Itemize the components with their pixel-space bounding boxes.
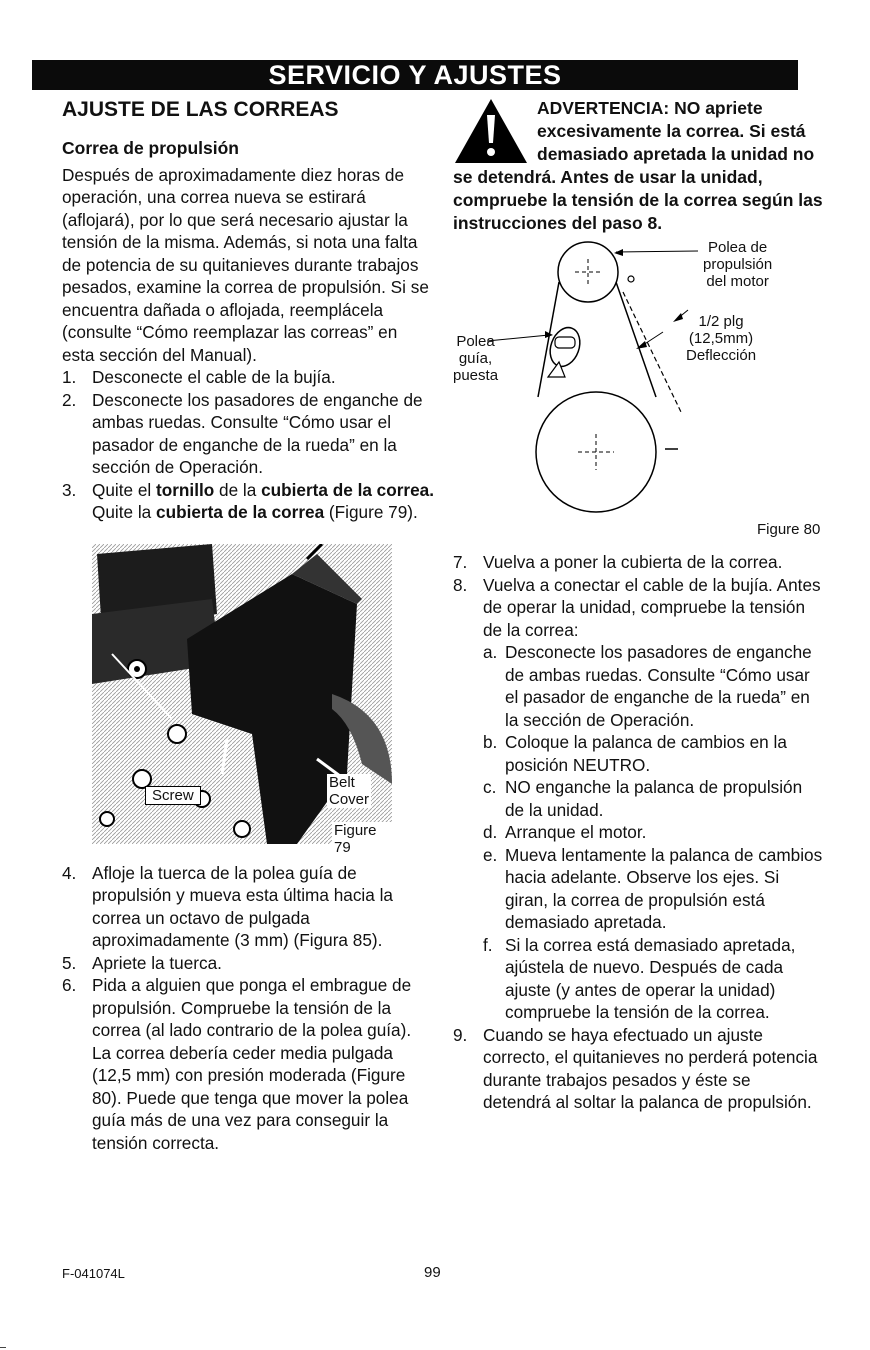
list-item: 6. Pida a alguien que ponga el embrague de propulsión. Compruebe la tensión de la correa (al lado contrario de la polea guía). La correa debería ceder media pulgada (12,5 mm) con presión moderada (Figure 80). Puede que tenga que mover la polea guía más de una vez para conseguir la tensión correcta. xyxy=(62,975,412,1153)
figure-80-diagram xyxy=(453,237,823,547)
list-item: 4. Afloje la tuerca de la polea guía de propulsión y mueva esta última hacia la correa un octavo de pulgada aproximadamente (3 mm) (Figura 85). xyxy=(62,862,393,950)
document-code: F-041074L xyxy=(62,1266,125,1281)
list-item: f. Si la correa está demasiado apretada, ajústela de nuevo. Después de cada ajuste (y antes de operar la unidad) compruebe la tensión de la correa. xyxy=(483,934,796,1022)
left-column xyxy=(62,97,434,1154)
list-item-step-3: 3. Quite el tornillo de la cubierta de la correa. Quite la cubierta de la correa (Figure 79). xyxy=(62,479,435,522)
intro-paragraph: Después de aproximadamente diez horas de operación, una correa nueva se estirará (aflojará), por lo que será necesario ajustar la tensión de la misma. Además, si nota una falta de potencia de su quitanieves durante trabajos pesados, examine la correa de propulsión. Si se encuentra dañada o aflojada, reemplácela (consulte “Cómo reemplazar las correas” en esta sección del Manual). xyxy=(62,164,429,365)
subtitle: Correa de propulsión xyxy=(62,138,239,158)
list-item: 9. Cuando se haya efectuado un ajuste correcto, el quitanieves no perderá potencia durante trabajos pesados y éste se detendrá al soltar la palanca de propulsión. xyxy=(453,1024,818,1112)
steps-list-a xyxy=(62,366,434,524)
section-title: AJUSTE DE LAS CORREAS xyxy=(62,98,339,121)
list-item: 1. Desconecte el cable de la bujía. xyxy=(62,367,336,387)
list-item: 7. Vuelva a poner la cubierta de la correa. xyxy=(453,552,783,572)
deflection-label: 1/2 plg (12,5mm) Deflección xyxy=(686,313,757,364)
right-column xyxy=(453,97,823,1114)
list-item: c. NO enganche la palanca de propulsión de la unidad. xyxy=(483,777,803,820)
warning-text: ADVERTENCIA: NO apriete excesivamente la correa. Si está demasiado apretada la unidad no se detendrá. Antes de usar la unidad, compruebe la tensión de la correa según las instrucciones del paso 8. xyxy=(453,98,823,233)
steps-list-right xyxy=(453,551,823,1114)
list-item: 8. Vuelva a conectar el cable de la bujía. Antes de operar la unidad, compruebe la tensión de la correa: a. Desconecte los pasadores de enganche de ambas ruedas. Consulte “Cómo usar el pasador de enganche de la rueda” en la sección de Operación. b. Coloque la palanca de cambios en la posición NEUTRO. c. NO enganche la palanca de propulsión de la unidad. d. Arranque el motor. e. Mueva lentamente la palanca de cambios hacia adelante. Observe los ejes. Si giran, la correa de propulsión está demasiado apretada. f. Si la correa está demasiado apretada, ajústela de nuevo. Después de cada ajuste (y antes de operar la unidad) compruebe la tensión de la correa. xyxy=(453,574,823,1022)
list-item: 2. Desconecte los pasadores de enganche de ambas ruedas. Consulte “Cómo usar el pasador de enganche de la rueda” en la sección de Operación. xyxy=(62,389,423,477)
list-item: a. Desconecte los pasadores de enganche de ambas ruedas. Consulte “Cómo usar el pasador de enganche de la rueda” en la sección de Operación. xyxy=(483,642,812,730)
screw-callout: Screw xyxy=(145,786,201,805)
steps-list-b xyxy=(62,862,434,1155)
list-item: d. Arranque el motor. xyxy=(483,822,647,842)
list-item: 5. Apriete la tuerca. xyxy=(62,952,222,973)
guide-pulley-label: Polea guía, puesta xyxy=(453,333,499,384)
figure-79-photo xyxy=(92,544,392,856)
engine-pulley-label: Polea de propulsión del motor xyxy=(703,239,773,290)
warning-triangle-icon xyxy=(453,97,529,165)
figure-80-caption: Figure 80 xyxy=(757,521,821,538)
list-item: b. Coloque la palanca de cambios en la posición NEUTRO. xyxy=(483,732,787,775)
section-banner: SERVICIO Y AJUSTES xyxy=(32,60,798,90)
warning-box xyxy=(453,97,823,235)
list-item: e. Mueva lentamente la palanca de cambios hacia adelante. Observe los ejes. Si giran, la correa de propulsión está demasiado apretada. xyxy=(483,844,823,932)
page-edge-mark xyxy=(0,1347,6,1348)
substeps-list xyxy=(483,641,823,1024)
page-number: 99 xyxy=(424,1264,441,1281)
belt-cover-callout: Belt Cover xyxy=(329,773,370,808)
figure-79-caption: Figure 79 xyxy=(332,822,392,856)
